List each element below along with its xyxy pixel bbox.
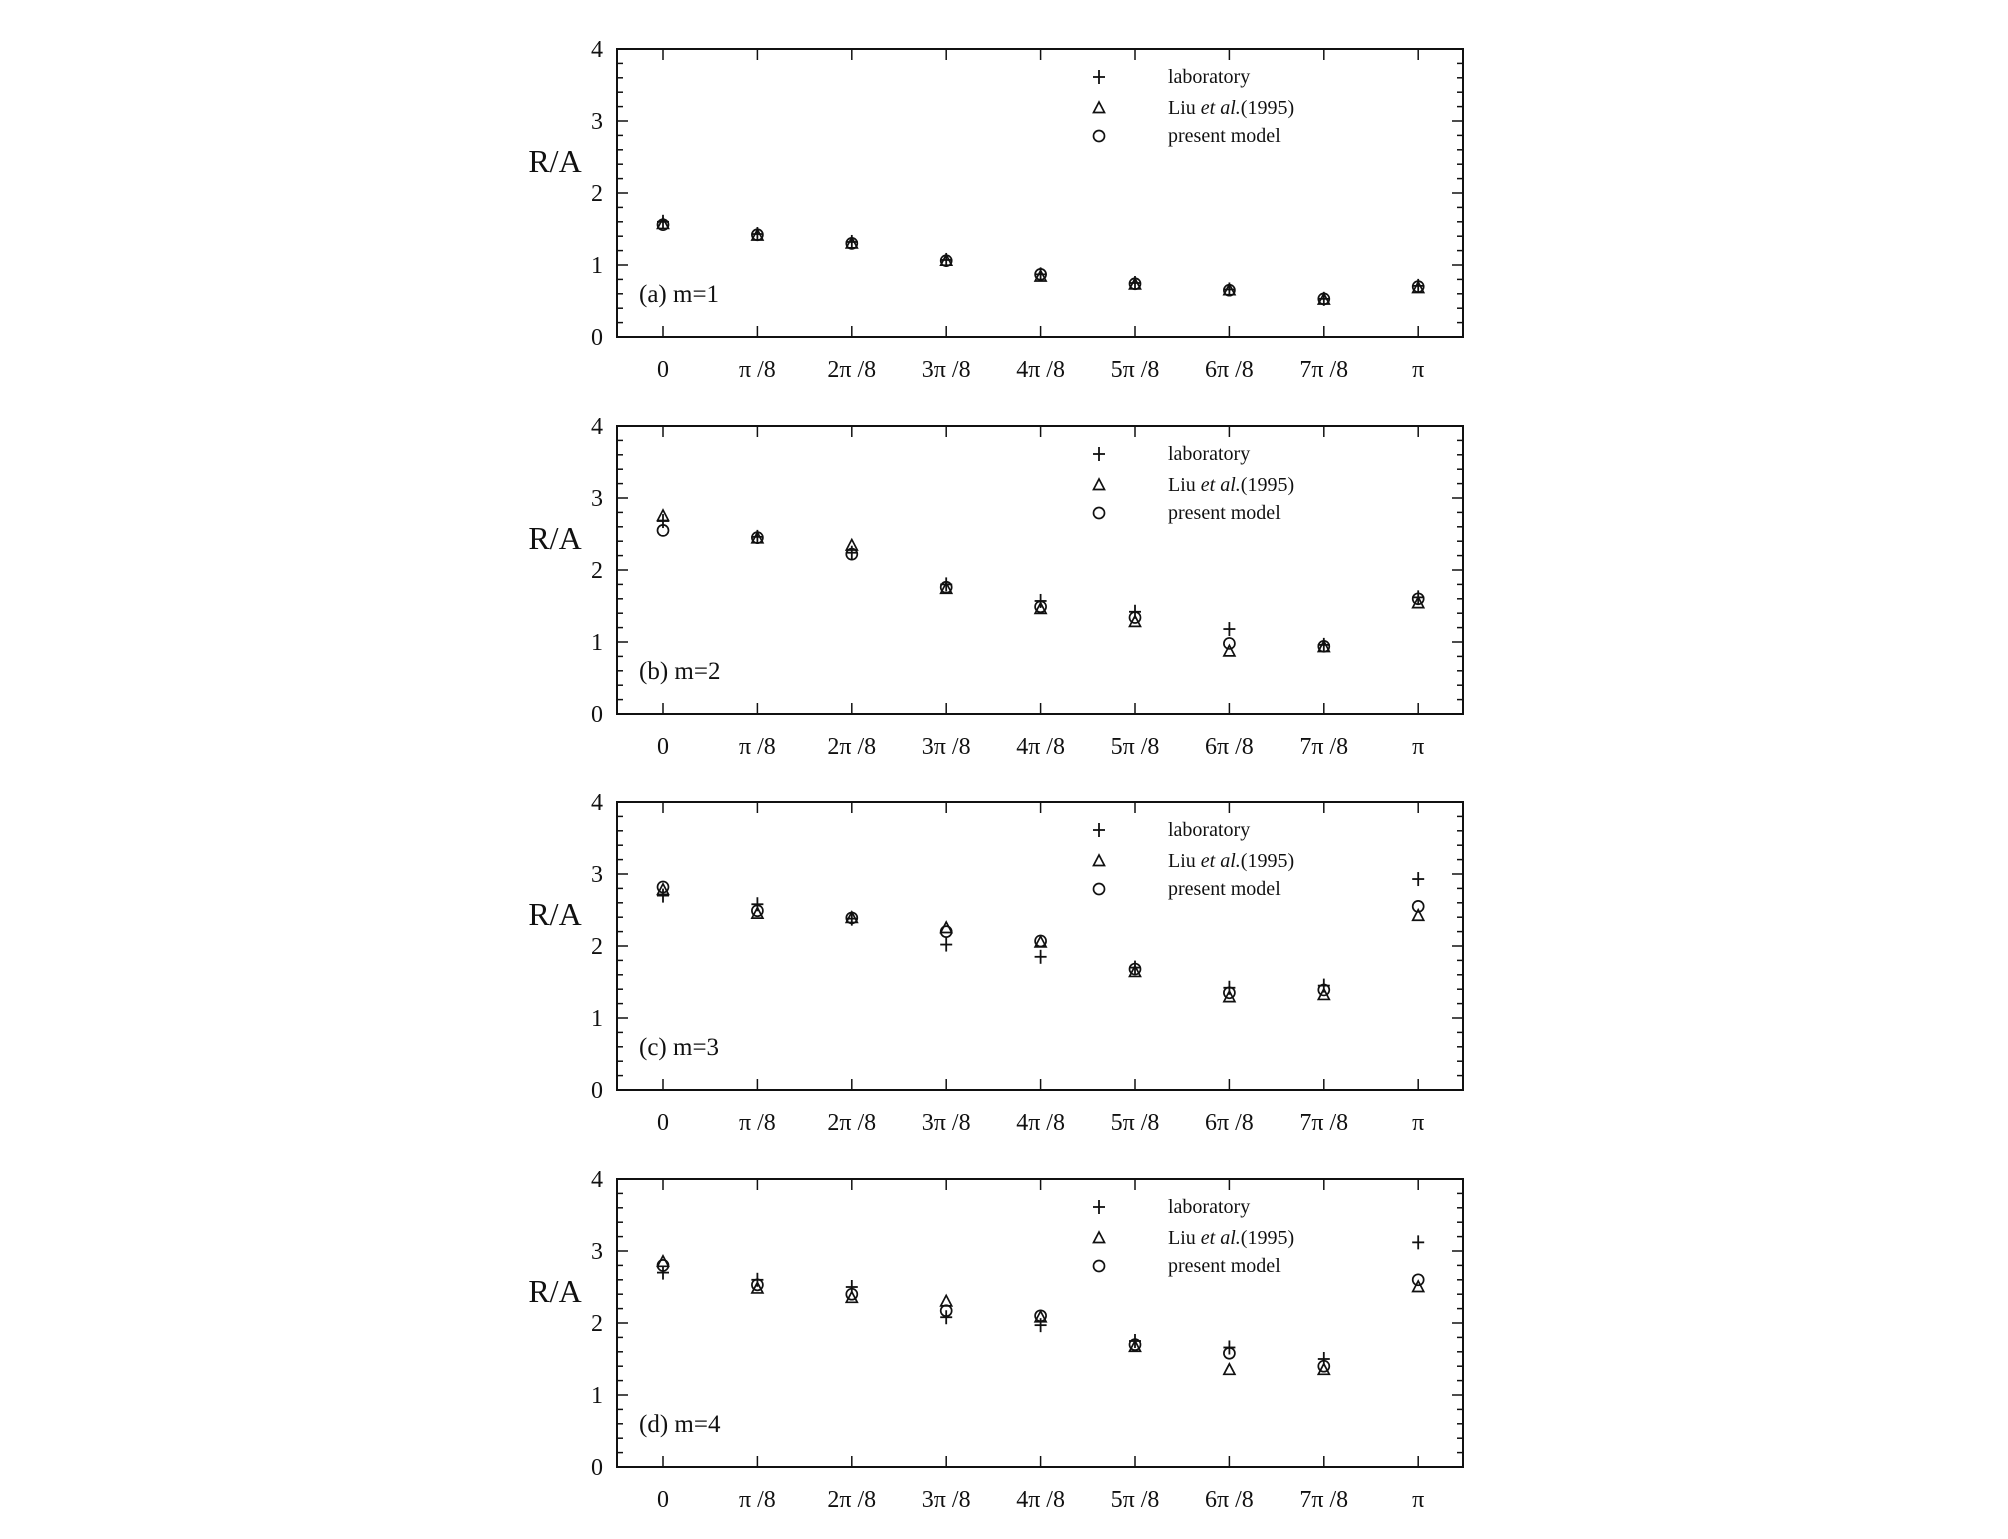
x-tick-label: 5π /8 xyxy=(1110,1487,1160,1513)
panel-label: (a) m=1 xyxy=(639,281,720,308)
x-tick-label: π /8 xyxy=(739,1110,776,1136)
legend xyxy=(1093,819,1294,900)
plot-frame xyxy=(617,426,1463,714)
panel-label: (b) m=2 xyxy=(639,658,721,685)
series-circle xyxy=(658,525,1424,652)
y-tick-label: 0 xyxy=(591,325,603,351)
x-tick-label: 5π /8 xyxy=(1110,357,1160,383)
legend-marker-triangle xyxy=(1094,1232,1105,1243)
series-plus xyxy=(657,872,1424,995)
x-tick-label: 2π /8 xyxy=(827,357,877,383)
legend-label: Liu et al.(1995) xyxy=(1168,1227,1295,1249)
x-tick-label: 3π /8 xyxy=(921,357,971,383)
x-tick-label: 6π /8 xyxy=(1205,1110,1254,1136)
legend-marker-triangle xyxy=(1094,102,1105,113)
x-tick-label: π xyxy=(1412,1487,1425,1513)
x-tick-label: π xyxy=(1412,1110,1425,1136)
legend-label: Liu et al.(1995) xyxy=(1168,850,1295,872)
chart-panel-3 xyxy=(528,790,1463,1136)
legend-marker-circle xyxy=(1094,884,1105,895)
x-axis-ticks xyxy=(663,49,1418,337)
data-point xyxy=(941,926,952,937)
y-axis-ticks xyxy=(617,49,1463,337)
series-circle xyxy=(658,1260,1424,1372)
y-tick-label: 3 xyxy=(591,862,603,888)
data-point xyxy=(1412,872,1424,886)
x-tick-label: 5π /8 xyxy=(1110,734,1160,760)
series-circle xyxy=(658,881,1424,998)
y-tick-label: 2 xyxy=(591,558,603,584)
legend-marker-circle xyxy=(1094,508,1105,519)
x-tick-label: 6π /8 xyxy=(1205,734,1254,760)
x-tick-label: 3π /8 xyxy=(921,1487,971,1513)
legend-label: laboratory xyxy=(1168,1196,1251,1218)
legend xyxy=(1093,443,1294,524)
series-triangle xyxy=(658,884,1424,1002)
x-tick-label: 4π /8 xyxy=(1016,1487,1065,1513)
legend-marker-plus xyxy=(1093,1200,1105,1214)
x-tick-label: 3π /8 xyxy=(921,1110,971,1136)
x-tick-label: 2π /8 xyxy=(827,734,877,760)
legend xyxy=(1093,1196,1294,1277)
x-tick-label: 2π /8 xyxy=(827,1110,877,1136)
x-tick-label: 6π /8 xyxy=(1205,1487,1254,1513)
legend-label: Liu et al.(1995) xyxy=(1168,97,1295,119)
x-tick-label: 4π /8 xyxy=(1016,357,1065,383)
y-tick-label: 2 xyxy=(591,181,603,207)
y-tick-label: 1 xyxy=(591,1383,603,1409)
x-tick-label: 0 xyxy=(657,1487,669,1513)
y-axis-label: R/A xyxy=(528,1273,582,1309)
legend-label: present model xyxy=(1168,125,1281,147)
x-tick-label: 4π /8 xyxy=(1016,734,1065,760)
legend-label: Liu et al.(1995) xyxy=(1168,474,1295,496)
chart-panel-2 xyxy=(528,414,1463,760)
chart-panel-4 xyxy=(528,1167,1463,1513)
data-point xyxy=(1224,638,1235,649)
legend-label: laboratory xyxy=(1168,819,1251,841)
x-tick-label: 0 xyxy=(657,357,669,383)
panel-label: (d) m=4 xyxy=(639,1411,721,1438)
legend-marker-plus xyxy=(1093,70,1105,84)
series-circle xyxy=(658,219,1424,304)
legend-marker-circle xyxy=(1094,131,1105,142)
chart-panel-1 xyxy=(528,37,1463,383)
legend-marker-circle xyxy=(1094,1261,1105,1272)
x-tick-label: π xyxy=(1412,357,1425,383)
series-triangle xyxy=(658,218,1424,304)
y-tick-label: 0 xyxy=(591,1078,603,1104)
panel-label: (c) m=3 xyxy=(639,1034,720,1061)
series-plus xyxy=(657,1235,1424,1366)
data-point xyxy=(1412,1235,1424,1249)
data-point xyxy=(941,1295,952,1306)
data-point xyxy=(940,1310,952,1324)
legend-label: present model xyxy=(1168,1255,1281,1277)
y-tick-label: 2 xyxy=(591,1311,603,1337)
x-tick-label: π /8 xyxy=(739,734,776,760)
data-point xyxy=(1035,950,1047,964)
x-tick-label: 6π /8 xyxy=(1205,357,1254,383)
series-plus xyxy=(657,514,1424,652)
legend-label: present model xyxy=(1168,502,1281,524)
y-tick-label: 0 xyxy=(591,1455,603,1481)
legend xyxy=(1093,66,1294,147)
data-point xyxy=(1224,1364,1235,1375)
x-tick-label: 4π /8 xyxy=(1016,1110,1065,1136)
x-tick-label: 7π /8 xyxy=(1299,357,1349,383)
x-tick-label: π xyxy=(1412,734,1425,760)
x-tick-label: 5π /8 xyxy=(1110,1110,1160,1136)
legend-label: laboratory xyxy=(1168,66,1251,88)
y-tick-label: 3 xyxy=(591,1239,603,1265)
y-axis-ticks xyxy=(617,426,1463,714)
legend-label: present model xyxy=(1168,878,1281,900)
x-tick-label: 7π /8 xyxy=(1299,734,1349,760)
x-tick-label: π /8 xyxy=(739,1487,776,1513)
series-triangle xyxy=(658,510,1424,656)
legend-marker-plus xyxy=(1093,447,1105,461)
series-plus xyxy=(657,215,1424,306)
y-tick-label: 4 xyxy=(591,37,603,63)
y-tick-label: 1 xyxy=(591,1006,603,1032)
x-tick-label: 0 xyxy=(657,734,669,760)
plot-frame xyxy=(617,49,1463,337)
y-tick-label: 3 xyxy=(591,109,603,135)
y-tick-label: 4 xyxy=(591,790,603,816)
x-tick-label: 0 xyxy=(657,1110,669,1136)
x-tick-label: π /8 xyxy=(739,357,776,383)
y-tick-label: 1 xyxy=(591,630,603,656)
y-tick-label: 2 xyxy=(591,934,603,960)
y-axis-label: R/A xyxy=(528,896,582,932)
x-tick-label: 7π /8 xyxy=(1299,1487,1349,1513)
x-tick-label: 7π /8 xyxy=(1299,1110,1349,1136)
legend-label: laboratory xyxy=(1168,443,1251,465)
y-tick-label: 0 xyxy=(591,702,603,728)
legend-marker-plus xyxy=(1093,823,1105,837)
series-triangle xyxy=(658,1256,1424,1375)
x-tick-label: 3π /8 xyxy=(921,734,971,760)
y-tick-label: 1 xyxy=(591,253,603,279)
legend-marker-triangle xyxy=(1094,855,1105,866)
y-tick-label: 4 xyxy=(591,414,603,440)
data-point xyxy=(940,938,952,952)
x-axis-ticks xyxy=(663,426,1418,714)
y-axis-label: R/A xyxy=(528,143,582,179)
data-point xyxy=(1223,622,1235,636)
legend-marker-triangle xyxy=(1094,479,1105,490)
y-axis-label: R/A xyxy=(528,520,582,556)
x-tick-label: 2π /8 xyxy=(827,1487,877,1513)
y-tick-label: 3 xyxy=(591,486,603,512)
y-tick-label: 4 xyxy=(591,1167,603,1193)
